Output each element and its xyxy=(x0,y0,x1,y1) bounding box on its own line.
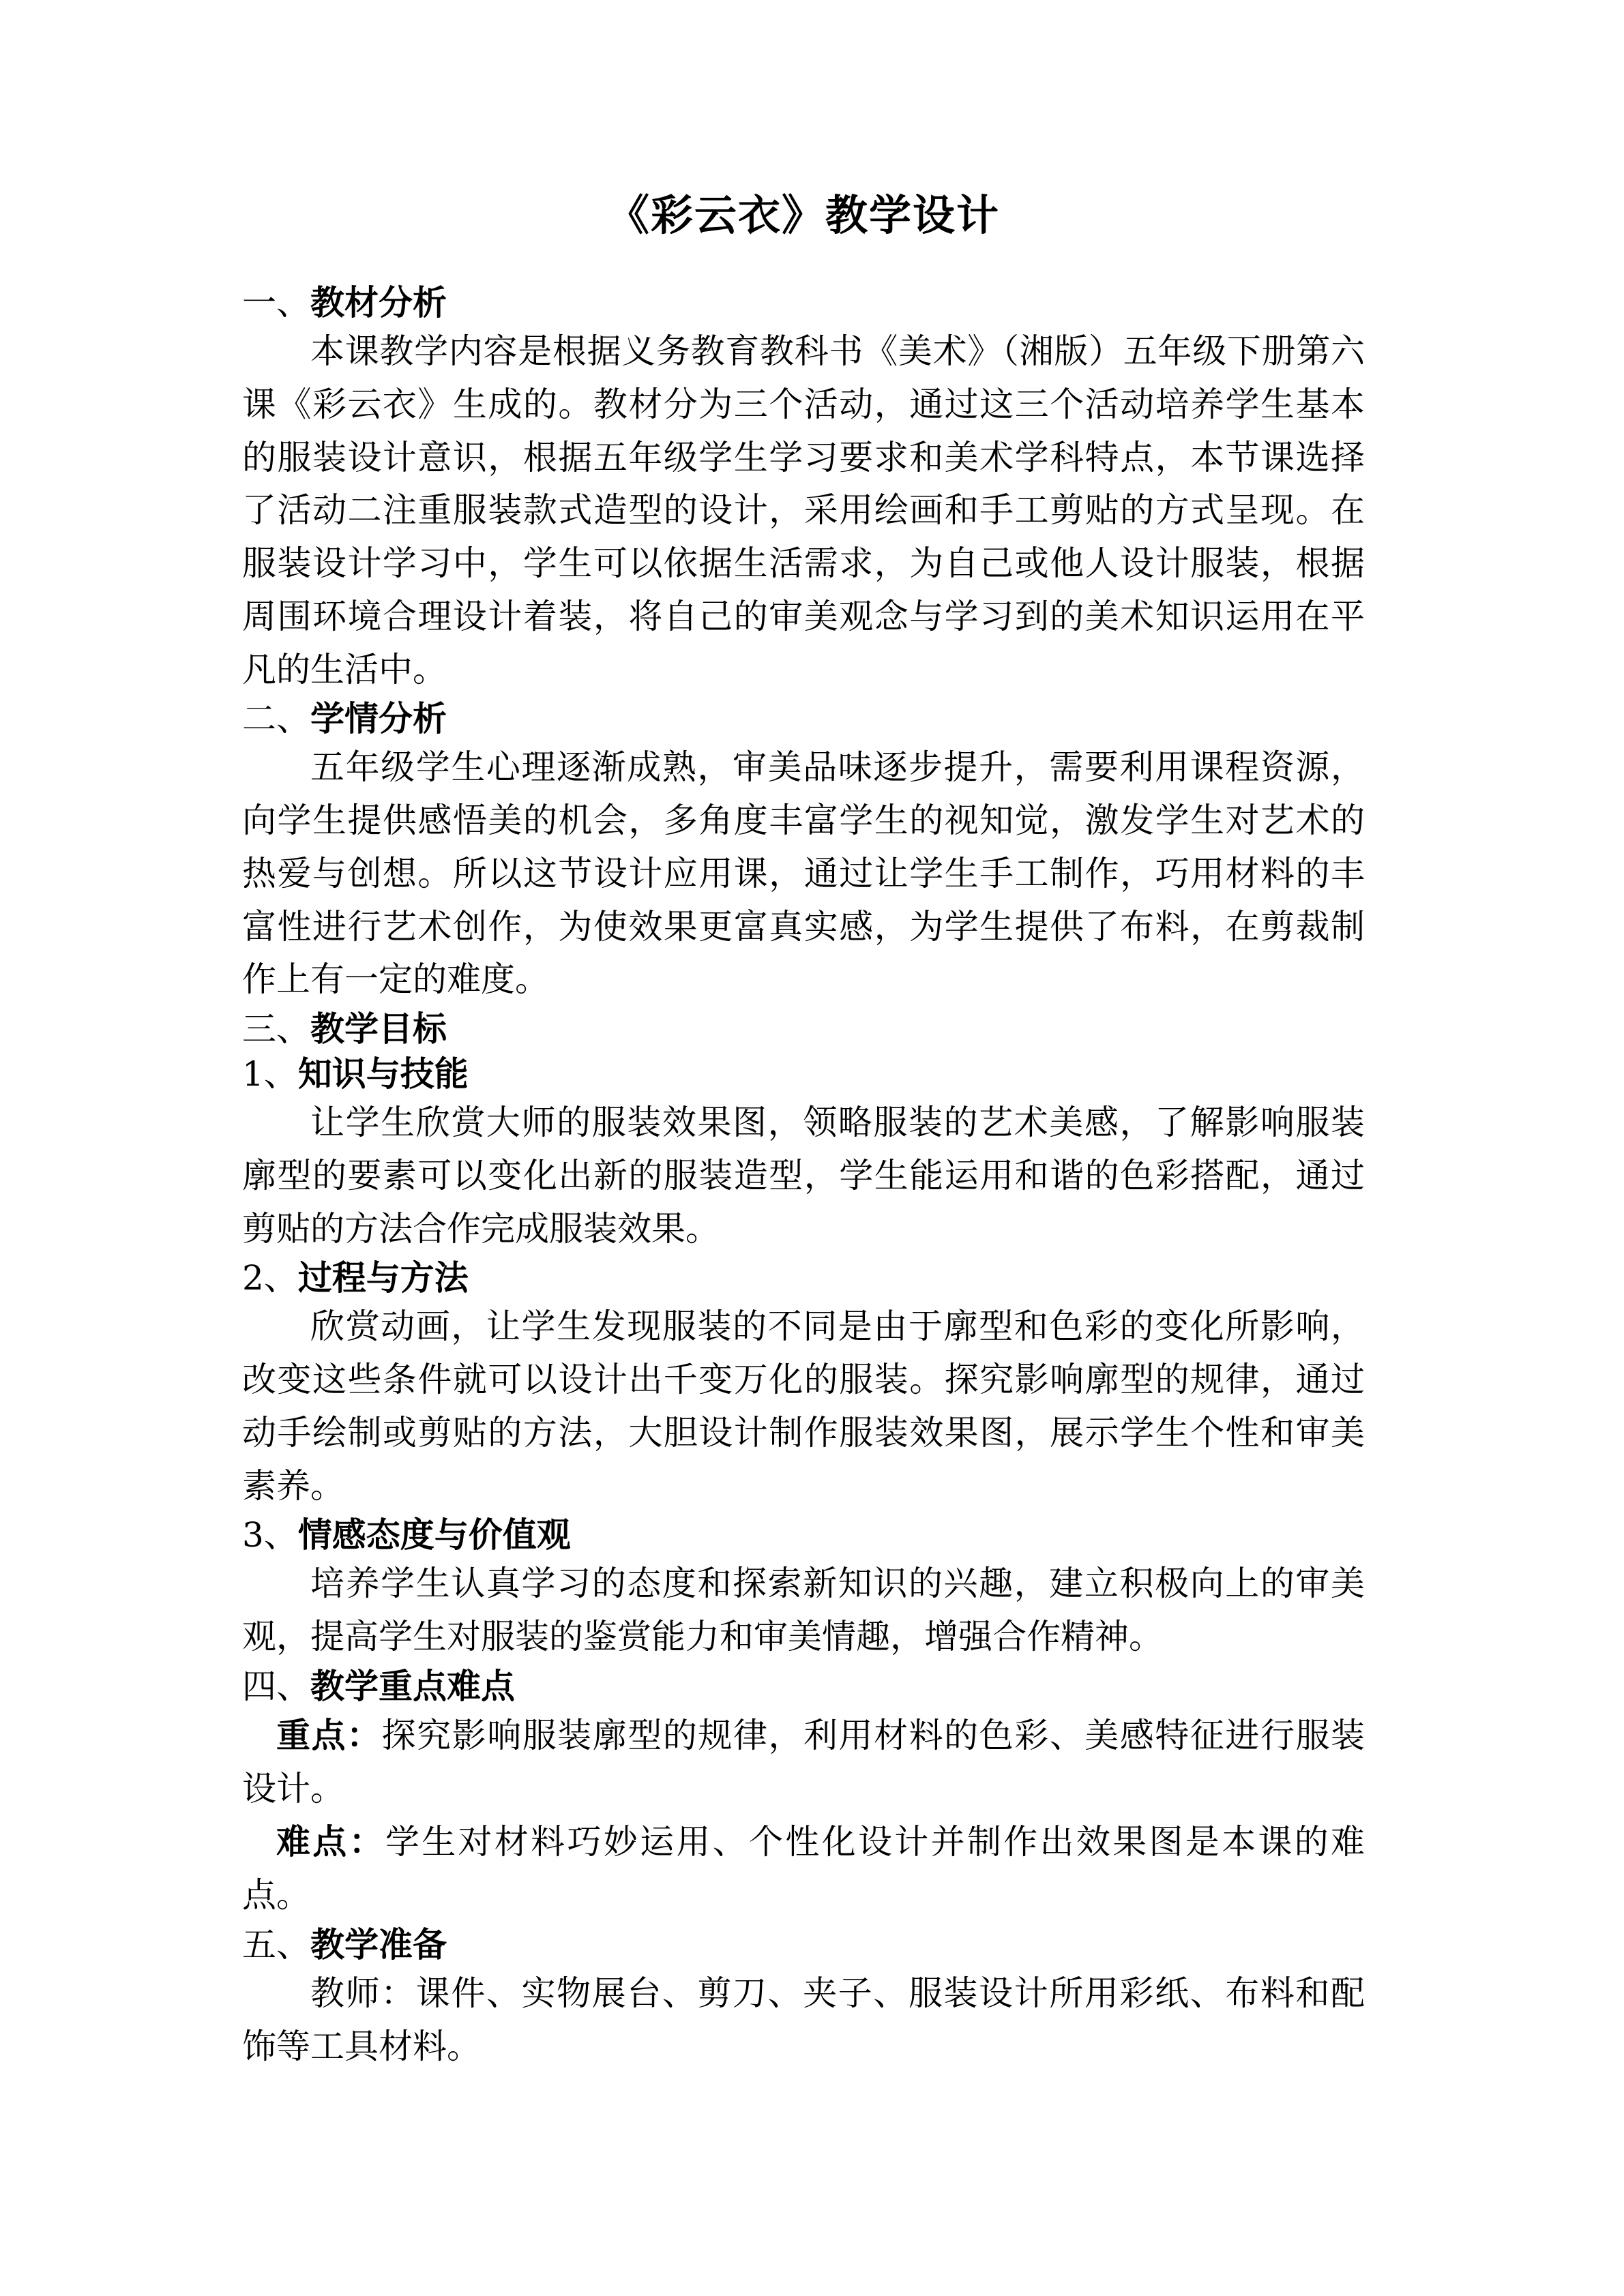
section-number: 一、 xyxy=(242,283,310,323)
section-number: 四、 xyxy=(242,1666,310,1706)
difficult-point-label: 难点： xyxy=(276,1821,385,1862)
key-point-label: 重点： xyxy=(276,1714,382,1755)
key-point-text: 探究影响服装廓型的规律，利用材料的色彩、美感特征进行服装设计。 xyxy=(242,1715,1365,1808)
subsection-number: 3、 xyxy=(242,1515,298,1555)
subsection-heading-guochengyufangfa xyxy=(242,1255,1365,1300)
subsection-heading-zhishiyujineng xyxy=(242,1052,1365,1097)
section-number: 二、 xyxy=(242,699,310,739)
section-title: 教学目标 xyxy=(310,1009,447,1049)
section-heading-jiaocaifenxi xyxy=(242,280,1365,325)
preparation-teacher-paragraph xyxy=(242,1967,1365,2074)
subsection-number: 2、 xyxy=(242,1258,298,1298)
subsection-body-guochengyufangfa: 欣赏动画，让学生发现服装的不同是由于廓型和色彩的变化所影响，改变这些条件就可以设计出千变万化的服装。探究影响廓型的规律，通过动手绘制或剪贴的方法，大胆设计制作服装效果图，展示学生个性和审美素养。 xyxy=(242,1307,1365,1506)
subsection-body-zhishiyujineng: 让学生欣赏大师的服装效果图，领略服装的艺术美感，了解影响服装廓型的要素可以变化出新的服装造型，学生能运用和谐的色彩搭配，通过剪贴的方法合作完成服装效果。 xyxy=(242,1103,1365,1249)
subsection-number: 1、 xyxy=(242,1054,298,1094)
subsection-heading-qinggantaidu xyxy=(242,1512,1365,1557)
subsection-body-qinggantaidu: 培养学生认真学习的态度和探索新知识的兴趣，建立积极向上的审美观，提高学生对服装的鉴赏能力和审美情趣，增强合作精神。 xyxy=(242,1564,1365,1656)
section-body-xueqingfenxi: 五年级学生心理逐渐成熟，审美品味逐步提升，需要利用课程资源，向学生提供感悟美的机会，多角度丰富学生的视知觉，激发学生对艺术的热爱与创想。所以这节设计应用课，通过让学生手工制作，巧用材料的丰富性进行艺术创作，为使效果更富真实感，为学生提供了布料，在剪裁制作上有一定的难度。 xyxy=(242,747,1365,1000)
section-title: 教学准备 xyxy=(310,1924,447,1965)
section-title: 教学重点难点 xyxy=(310,1665,515,1706)
section-title: 学情分析 xyxy=(310,698,447,739)
difficult-point-text: 学生对材料巧妙运用、个性化设计并制作出效果图是本课的难点。 xyxy=(242,1822,1365,1915)
page-title: 《彩云衣》教学设计 xyxy=(606,190,1000,240)
subsection-title: 知识与技能 xyxy=(297,1054,469,1094)
subsection-title: 情感态度与价值观 xyxy=(297,1515,571,1555)
section-heading-zhongdiannandian xyxy=(242,1664,1365,1709)
section-title: 教材分析 xyxy=(310,282,447,323)
section-number: 五、 xyxy=(242,1924,310,1965)
subsection-title: 过程与方法 xyxy=(297,1257,469,1298)
section-number: 三、 xyxy=(242,1009,310,1049)
difficult-point-paragraph xyxy=(242,1815,1365,1922)
preparation-teacher-label: 教师： xyxy=(310,1973,416,2013)
section-body-jiaocaifenxi: 本课教学内容是根据义务教育教科书《美术》（湘版）五年级下册第六课《彩云衣》生成的。教材分为三个活动，通过这三个活动培养学生基本的服装设计意识，根据五年级学生学习要求和美术学科特点，本节课选择了活动二注重服装款式造型的设计，采用绘画和手工剪贴的方式呈现。在服装设计学习中，学生可以依据生活需求，为自己或他人设计服装，根据周围环境合理设计着装，将自己的审美观念与学习到的美术知识运用在平凡的生活中。 xyxy=(242,331,1365,689)
section-heading-jiaoxuezhunbei xyxy=(242,1922,1365,1967)
key-point-paragraph xyxy=(242,1709,1365,1816)
section-heading-jiaoxuemubiao xyxy=(242,1007,1365,1052)
section-heading-xueqingfenxi xyxy=(242,696,1365,741)
preparation-teacher-text: 课件、实物展台、剪刀、夹子、服装设计所用彩纸、布料和配饰等工具材料。 xyxy=(242,1973,1365,2066)
